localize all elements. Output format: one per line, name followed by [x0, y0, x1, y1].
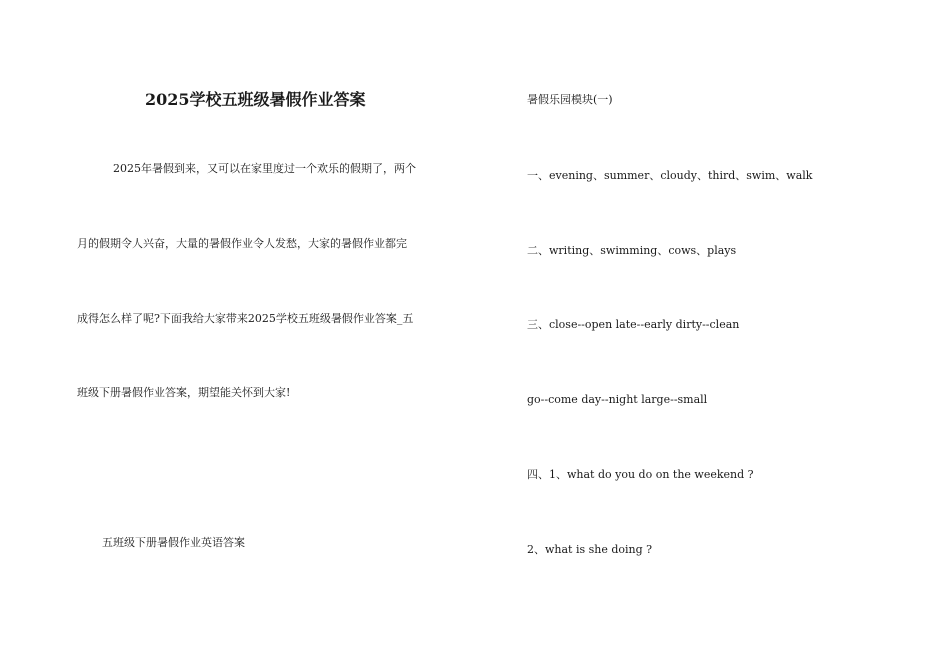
answer-line: 三、close--open late--early dirty--clean [527, 318, 740, 331]
intro-line: 月的假期令人兴奋，大量的暑假作业令人发愁，大家的暑假作业都完 [77, 237, 407, 250]
answer-line: 一、evening、summer、cloudy、third、swim、walk [527, 169, 813, 182]
answer-line: go--come day--night large--small [527, 393, 708, 406]
answer-line: 二、writing、swimming、cows、plays [527, 244, 737, 257]
answer-line: 2、what is she doing ? [527, 543, 653, 556]
page-title: 2025学校五班级暑假作业答案 [145, 90, 366, 109]
module-heading: 暑假乐园模块(一) [527, 93, 613, 106]
section-heading: 五班级下册暑假作业英语答案 [102, 536, 245, 549]
intro-line: 2025年暑假到来，又可以在家里度过一个欢乐的假期了，两个 [113, 162, 416, 175]
intro-line: 成得怎么样了呢?下面我给大家带来2025学校五班级暑假作业答案_五 [77, 312, 414, 325]
intro-line: 班级下册暑假作业答案，期望能关怀到大家! [77, 386, 291, 399]
answer-line: 四、1、what do you do on the weekend ? [527, 468, 754, 481]
